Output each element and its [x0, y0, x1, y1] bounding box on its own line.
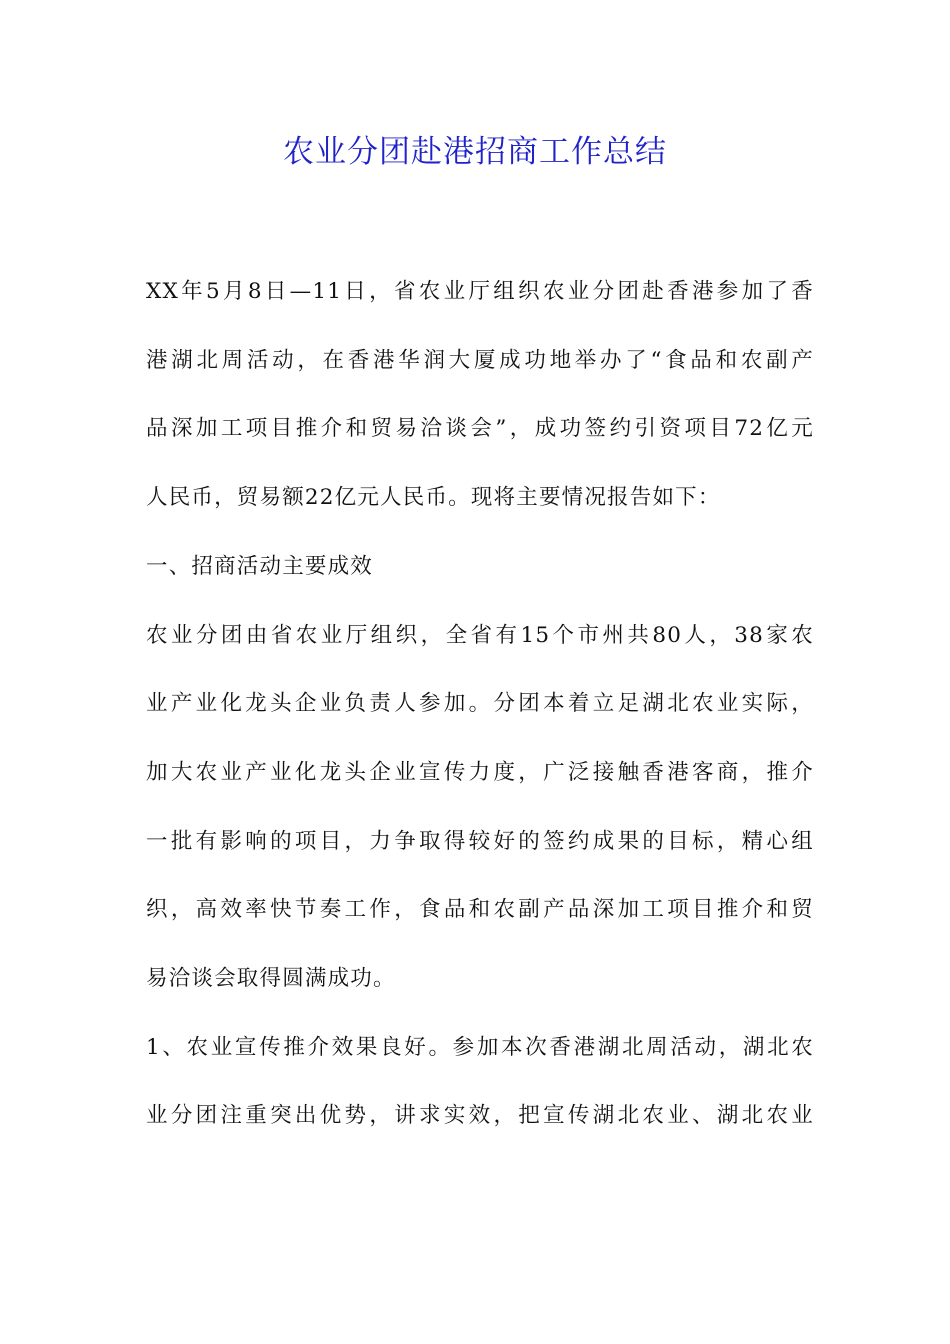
body-line: XX年5月8日—11日，省农业厅组织农业分团赴香港参加了香	[146, 279, 814, 304]
body-line: 业分团注重突出优势，讲求实效，把宣传湖北农业、湖北农业	[146, 1103, 814, 1129]
body-line: 农业分团由省农业厅组织，全省有15个市州共80人，38家农	[146, 622, 814, 648]
document-title: 农业分团赴港招商工作总结	[283, 134, 667, 170]
body-line: 业产业化龙头企业负责人参加。分团本着立足湖北农业实际，	[146, 691, 814, 717]
body-line: 易洽谈会取得圆满成功。	[146, 966, 396, 992]
body-line: 港湖北周活动，在香港华润大厦成功地举办了“食品和农副产	[146, 347, 814, 373]
section-heading: 一、招商活动主要成效	[146, 553, 374, 579]
document-body	[146, 258, 814, 1151]
body-line: 品深加工项目推介和贸易洽谈会”，成功签约引资项目72亿元	[146, 416, 814, 442]
body-line: 加大农业产业化龙头企业宣传力度，广泛接触香港客商，推介	[146, 759, 814, 785]
body-line: 1、农业宣传推介效果良好。参加本次香港湖北周活动，湖北农	[146, 1034, 814, 1060]
body-line: 一批有影响的项目，力争取得较好的签约成果的目标，精心组	[146, 828, 814, 854]
body-line: 人民币，贸易额22亿元人民币。现将主要情况报告如下：	[146, 485, 721, 511]
body-line: 织，高效率快节奏工作，食品和农副产品深加工项目推介和贸	[146, 897, 814, 923]
